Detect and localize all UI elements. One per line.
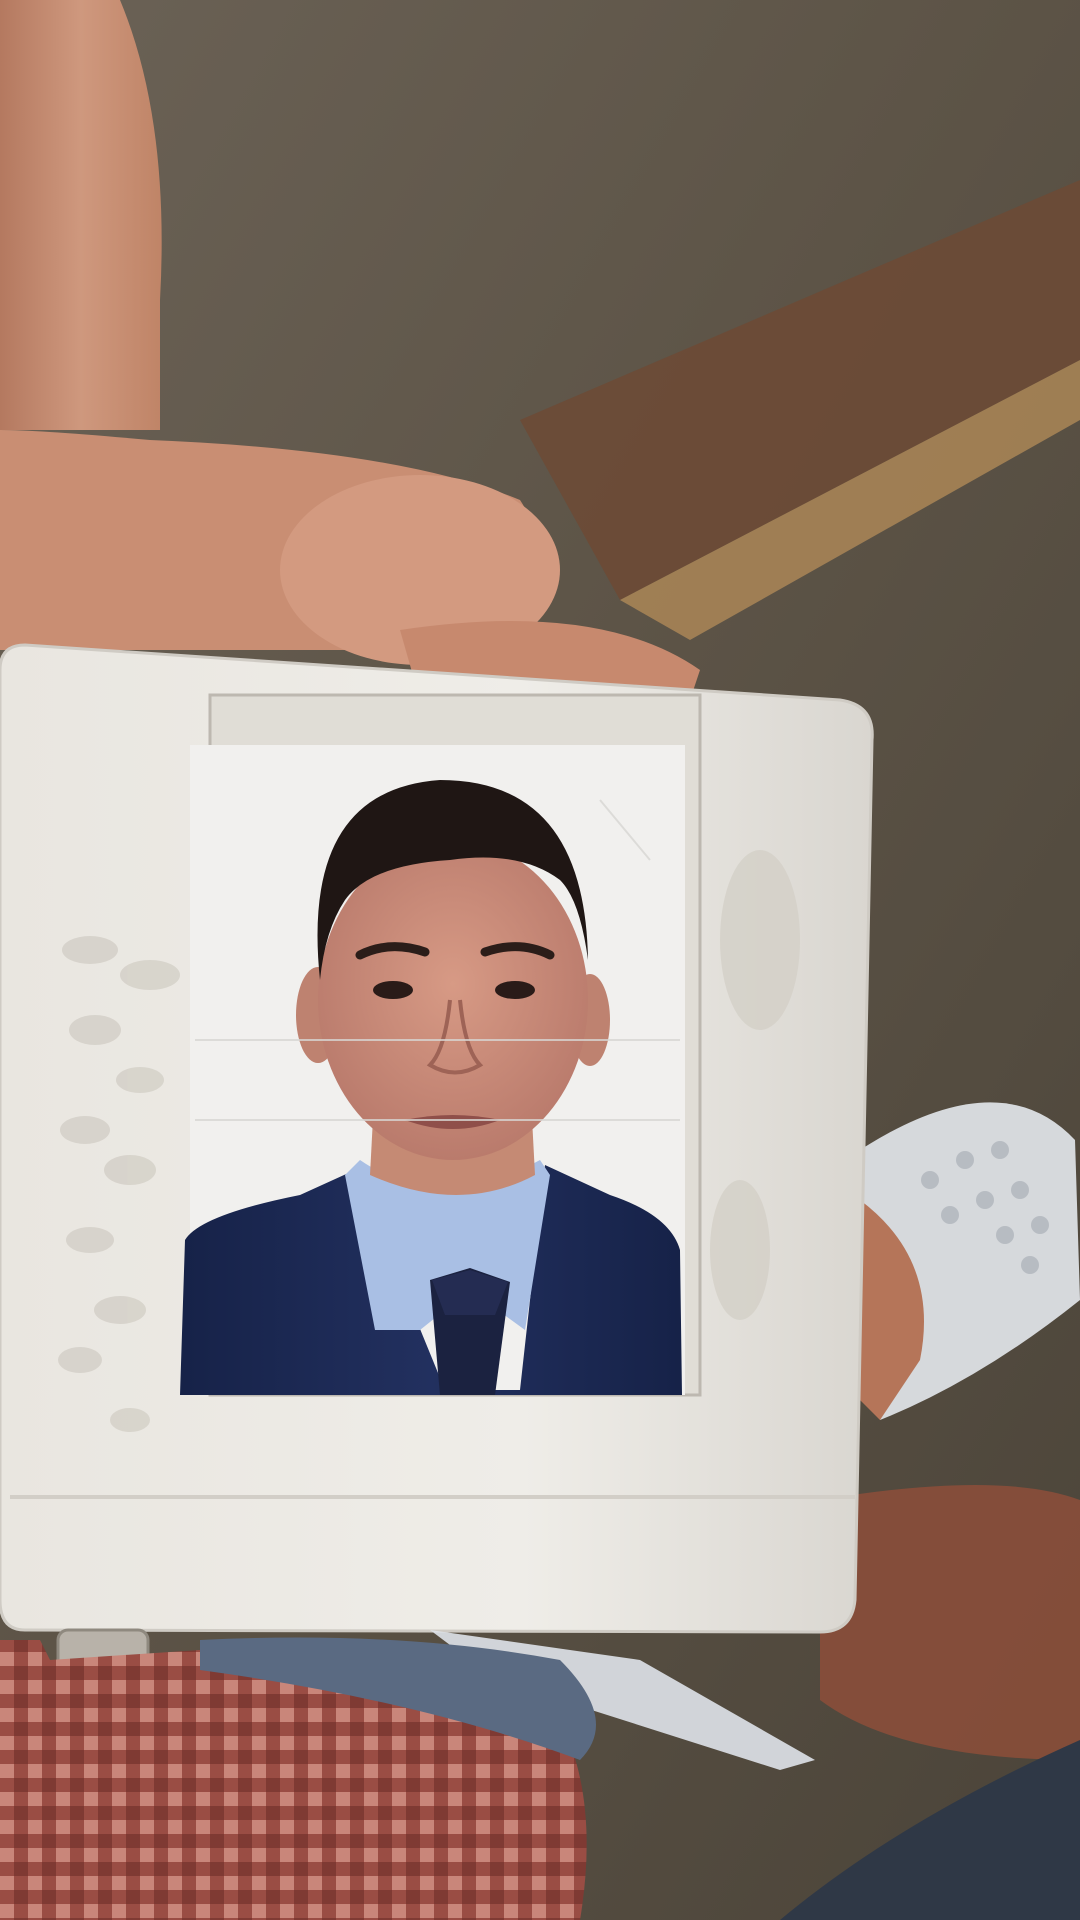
id-photo <box>180 745 685 1395</box>
face <box>318 840 588 1160</box>
left-eye <box>373 981 413 999</box>
thumb-finger <box>0 0 162 430</box>
right-eye <box>495 981 535 999</box>
arm-right <box>820 1485 1080 1760</box>
charger-bottom-band <box>10 1495 855 1499</box>
